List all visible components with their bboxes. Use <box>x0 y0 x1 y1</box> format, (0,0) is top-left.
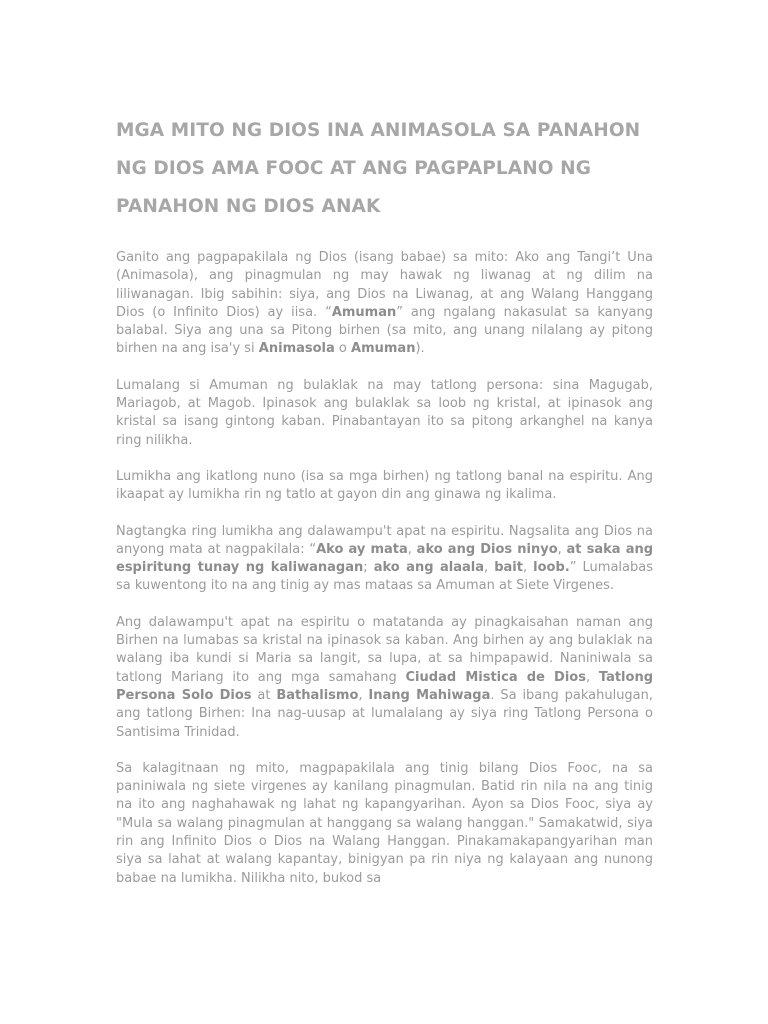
paragraph-text: ; <box>363 560 374 576</box>
bold-text: bait <box>494 560 523 576</box>
body-paragraph <box>116 468 653 505</box>
paragraph-text: o <box>334 341 352 357</box>
document-content <box>116 112 653 938</box>
paragraph-text: , <box>557 541 567 557</box>
bold-text: at saka ang espiritung tunay ng kaliwanagan <box>116 541 653 576</box>
paragraph-text: Nagtangka ring lumikha ang dalawampu't apat na espiritu. Nagsalita ang Dios na anyong mata at nagpakilala: “ <box>116 523 653 557</box>
paragraph-text: Ang dalawampu't apat na espiritu o matatanda ay pinagkaisahan naman ang Birhen na lumabas sa kristal na ipinasok sa kaban. Ang birhen ay ang bulaklak na walang iba kundi si Maria sa langit, sa lupa, at sa himpapawid. Naniniwala sa tatlong Mariang ito ang mga samahang <box>116 614 653 685</box>
paragraph-text: . Sa ibang pakahulugan, ang tatlong Birhen: Ina nag-uusap at lumalalang ay siya ring Tatlong Persona o Santisima Trinidad. <box>116 687 653 740</box>
body-paragraph <box>116 760 653 888</box>
bold-text: Ako ay mata <box>316 541 408 557</box>
bold-text: Tatlong Persona Solo Dios <box>116 669 653 703</box>
paragraph-text: , <box>585 669 599 685</box>
body-paragraph <box>116 614 653 742</box>
paragraph-text: at <box>251 687 277 703</box>
document-title: MGA MITO NG DIOS INA ANIMASOLA SA PANAHON NG DIOS AMA FOOC AT ANG PAGPAPLANO NG PANAHON NG DIOS ANAK <box>116 120 641 217</box>
paragraph-text: Lumalang si Amuman ng bulaklak na may tatlong persona: sina Magugab, Mariagob, at Magob. Ipinasok ang bulaklak sa loob ng kristal, at ipinasok ang kristal sa isang gintong kaban. Pinabantayan ito sa pitong arkanghel na kanya ring nilikha. <box>116 377 653 448</box>
bold-text: Bathalismo <box>276 687 359 703</box>
paragraph-text: Sa kalagitnaan ng mito, magpapakilala ang tinig bilang Dios Fooc, na sa paniniwala ng siete virgenes ay kanilang pinagmulan. Batid rin nila na ang tinig na ito ang naghahawak ng lahat ng kapangyarihan. Ayon sa Dios Fooc, siya ay "Mula sa walang pinagmulan at hanggang sa walang hanggan." Samakatwid, siya rin ang Infinito Dios o Dios na Walang Hanggan. Pinakamakapangyarihan man siya sa lahat at walang kapantay, binigyan pa rin niya ng kalayaan ang nunong babae na lumikha. Nilikha nito, bukod sa <box>116 760 653 886</box>
bold-text: Animasola <box>258 341 335 357</box>
body-paragraph <box>116 523 653 596</box>
bold-text: ako ang alaala <box>373 560 484 576</box>
paragraph-text: ” ang ngalang nakasulat sa kanyang balabal. Siya ang una sa Pitong birhen (sa mito, ang unang nilalang ay pitong birhen na ang isa'y si <box>116 304 653 357</box>
body-paragraph <box>116 249 653 359</box>
body-paragraph <box>116 377 653 450</box>
bold-text: Ciudad Mistica de Dios <box>405 669 586 685</box>
bold-text: loob. <box>533 560 570 576</box>
bold-text: ako ang Dios ninyo <box>416 541 558 557</box>
paragraph-text: , <box>358 687 369 703</box>
bold-text: Inang Mahiwaga <box>368 687 491 703</box>
paragraph-text: , <box>407 541 417 557</box>
paragraph-text: ” Lumalabas sa kuwentong ito na ang tinig ay mas mataas sa Amuman at Siete Virgenes. <box>116 560 653 594</box>
paragraph-text: , <box>483 560 495 576</box>
paragraph-text: , <box>522 560 534 576</box>
paragraph-text: Ganito ang pagpapakilala ng Dios (isang babae) sa mito: Ako ang Tangi’t Una (Animasola), ang pinagmulan ng may hawak ng liwanag at ng dilim na liliwanagan. Ibig sabihin: siya, ang Dios na Liwanag, at ang Walang Hanggang Dios (o Infinito Dios) ay iisa. “ <box>116 250 653 320</box>
bold-text: Amuman <box>331 304 397 320</box>
bold-text: Amuman <box>351 341 416 357</box>
paragraph-text: ). <box>415 341 425 357</box>
paragraph-text: Lumikha ang ikatlong nuno (isa sa mga birhen) ng tatlong banal na espiritu. Ang ikaapat ay lumikha rin ng tatlo at gayon din ang ginawa ng ikalima. <box>116 468 653 503</box>
document-body <box>116 249 653 888</box>
